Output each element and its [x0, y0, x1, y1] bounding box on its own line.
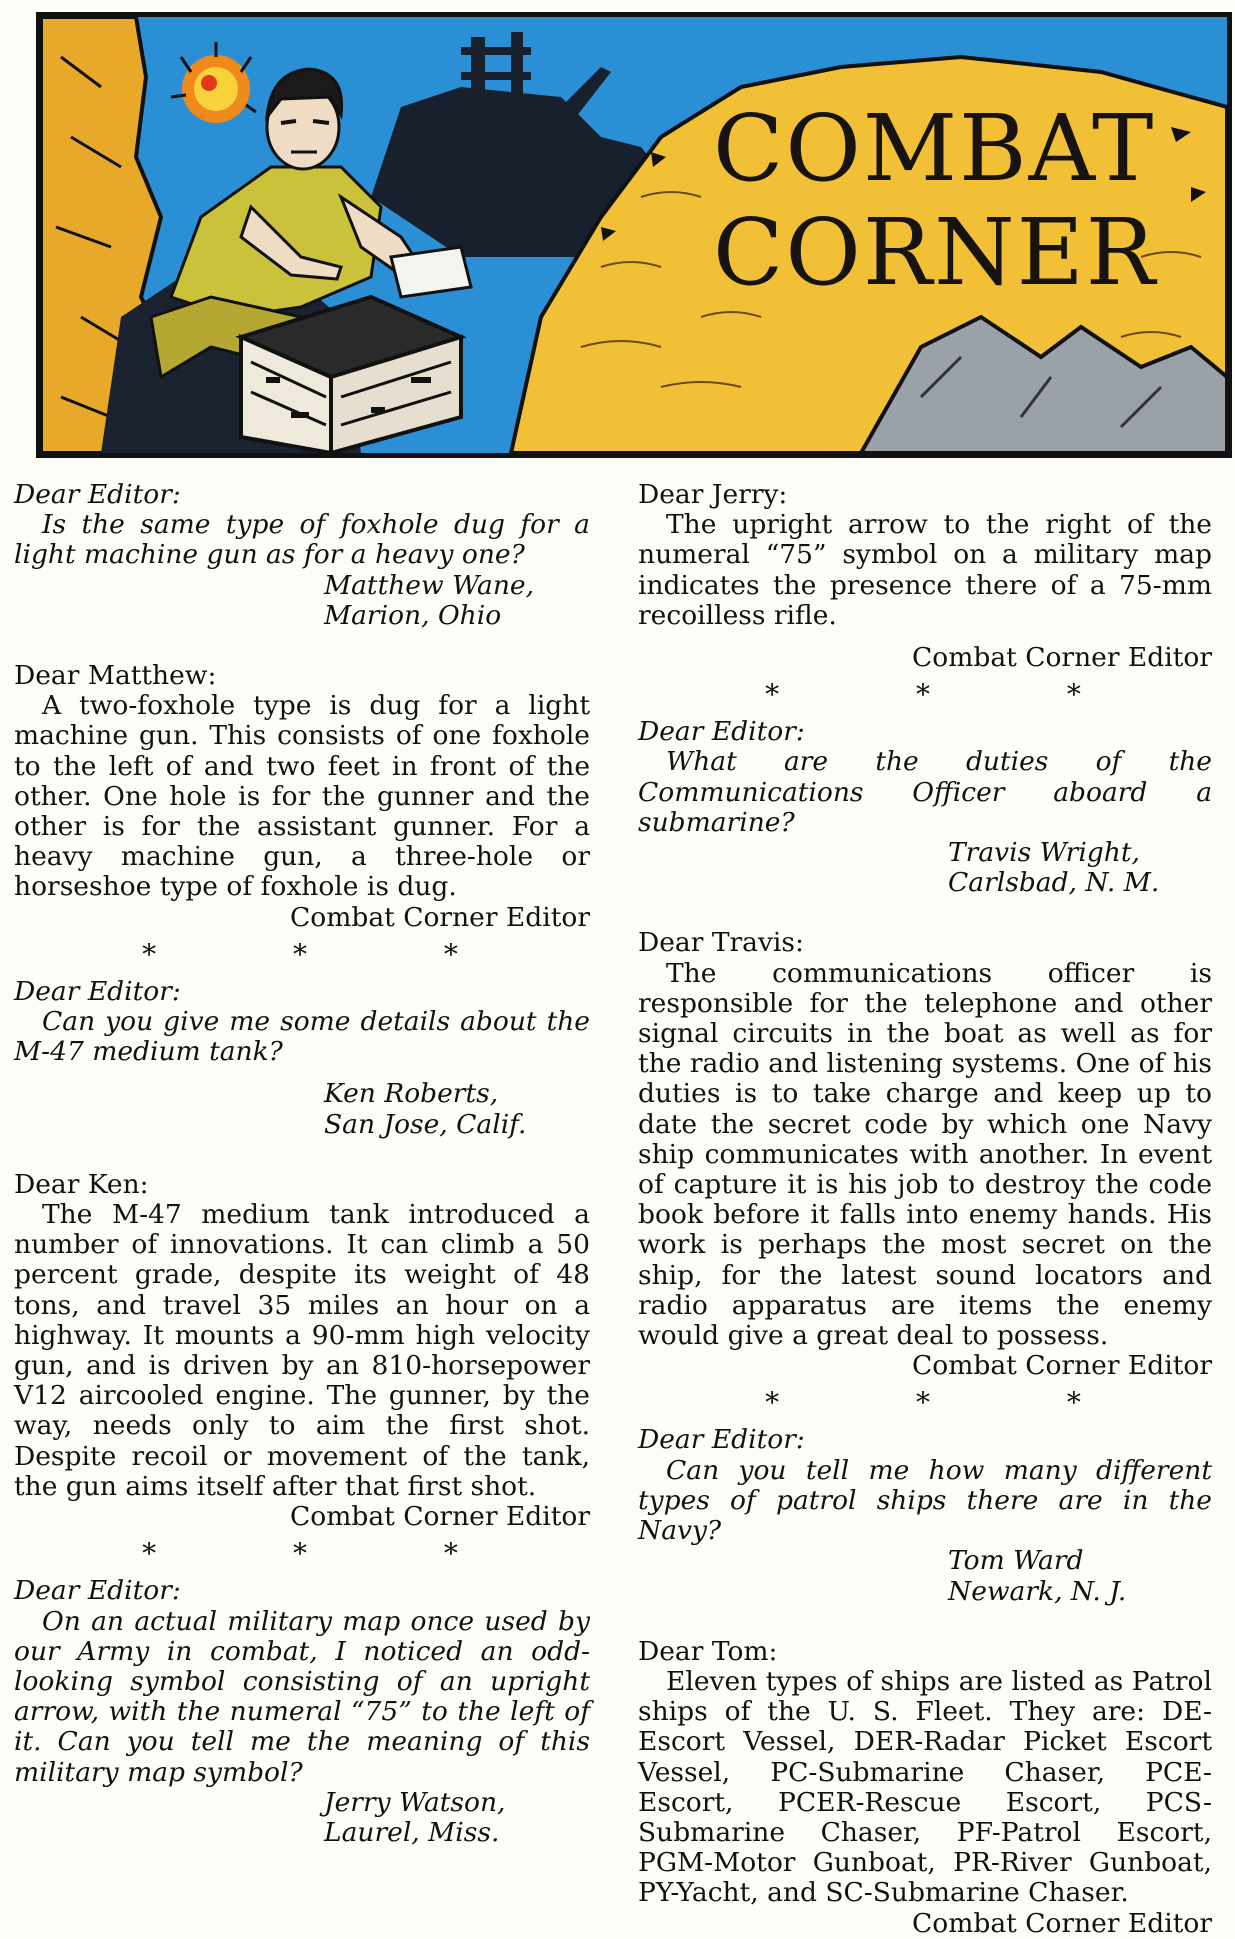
right-column [638, 480, 1212, 1939]
reader-letter [638, 1425, 1212, 1606]
letter-author-name: Tom Ward [948, 1545, 1084, 1577]
letter-question: Is the same type of foxhole dug for a light machine gun as for a heavy one? [14, 509, 590, 571]
reply-text: A two-foxhole type is dug for a light machine gun. This consists of one foxhole to the left of and two feet in front of the other. One hole is for the gunner and the other is for the assistant gunner. For a heavy machine gun, a three-hole or horseshoe type of foxhole is dug. [14, 690, 590, 903]
section-divider-stars: * * * [765, 678, 1145, 712]
reply-text: Eleven types of ships are listed as Patrol ships of the U. S. Fleet. They are: DE-Escort Vessel, DER-Radar Picket Escort Vessel, PC-Submarine Chaser, PCE-Escort, PCER-Rescue Escort, PCS-Submarine Chaser, PF-Patrol Escort, PGM-Motor Gunboat, PR-River Gunboat, PY-Yacht, and SC-Submarine Chaser. [638, 1665, 1212, 1909]
reader-letter [638, 717, 1212, 898]
reader-letter [14, 977, 590, 1140]
reader-letter [14, 1576, 590, 1848]
letter-question: What are the duties of the Communications Officer aboard a submarine? [638, 746, 1212, 838]
reply-text: The M-47 medium tank introduced a number of innovations. It can climb a 50 percent grade, despite its weight of 48 tons, and travel 35 miles an hour on a highway. It mounts a 90-mm high velocity gun, and is driven by an 810-horsepower V12 aircooled engine. The gunner, by the way, needs only to aim the first shot. Despite recoil or movement of the tank, the gun aims itself after that first shot. [14, 1199, 590, 1502]
banner-title-line1: COMBAT [713, 95, 1156, 202]
letter-question: On an actual military map once used by our Army in combat, I noticed an odd-looking symbol consisting of an upright arrow, with the numeral “75” to the left of it. Can you tell me the meaning of this military map symbol? [14, 1605, 590, 1788]
letter-author-place: Laurel, Miss. [324, 1816, 500, 1848]
reply-text: The communications officer is responsible for the telephone and other signal circuits in the boat as well as for the radio and listening systems. One of his duties is to take charge and keep up to date the secret code by which one Navy ship communicates with another. In event of capture it is his job to destroy the code book before it falls into enemy hands. His work is perhaps the most secret on the ship, for the latest sound locators and radio apparatus are items the enemy would give a great deal to possess. [638, 957, 1212, 1352]
letter-question: Can you tell me how many different types of patrol ships there are in the Navy? [638, 1454, 1212, 1547]
reply-salutation: Dear Travis: [638, 927, 804, 959]
letter-author-place: San Jose, Calif. [324, 1108, 527, 1140]
editor-signature: Combat Corner Editor [912, 1350, 1212, 1382]
letter-salutation: Dear Editor: [14, 479, 181, 510]
header-banner [36, 12, 1232, 458]
editor-reply [14, 1170, 590, 1532]
letter-salutation: Dear Editor: [14, 1575, 181, 1607]
letter-author-place: Carlsbad, N. M. [948, 867, 1160, 899]
section-divider-stars: * * * [142, 937, 522, 971]
banner-title-line2: CORNER [713, 199, 1158, 306]
section-divider-stars: * * * [142, 1537, 522, 1571]
reader-letter [14, 480, 590, 631]
reply-salutation: Dear Jerry: [638, 479, 788, 510]
editor-reply [638, 480, 1212, 673]
letter-author-name: Matthew Wane, [324, 569, 534, 601]
editor-reply [14, 661, 590, 933]
reply-salutation: Dear Matthew: [14, 660, 217, 692]
reply-salutation: Dear Ken: [14, 1168, 149, 1200]
left-column [14, 480, 590, 1848]
letter-salutation: Dear Editor: [14, 975, 181, 1007]
letter-author-name: Jerry Watson, [324, 1786, 506, 1818]
section-divider-stars: * * * [765, 1386, 1145, 1420]
letter-salutation: Dear Editor: [638, 1424, 805, 1456]
reply-text: The upright arrow to the right of the numeral “75” symbol on a military map indicates the presence there of a 75-mm recoilless rifle. [638, 509, 1212, 631]
editor-signature: Combat Corner Editor [912, 1907, 1212, 1939]
editor-reply [638, 928, 1212, 1381]
letter-author-name: Ken Roberts, [324, 1078, 499, 1110]
editor-reply [638, 1637, 1212, 1939]
letter-salutation: Dear Editor: [638, 716, 805, 748]
editor-signature: Combat Corner Editor [290, 901, 590, 933]
letter-author-place: Newark, N. J. [948, 1575, 1127, 1607]
letter-author-name: Travis Wright, [948, 837, 1140, 869]
letter-author-place: Marion, Ohio [324, 599, 502, 631]
editor-signature: Combat Corner Editor [290, 1501, 590, 1533]
letter-question: Can you give me some details about the M-47 medium tank? [14, 1006, 590, 1068]
editor-signature: Combat Corner Editor [912, 642, 1212, 674]
reply-salutation: Dear Tom: [638, 1635, 778, 1667]
